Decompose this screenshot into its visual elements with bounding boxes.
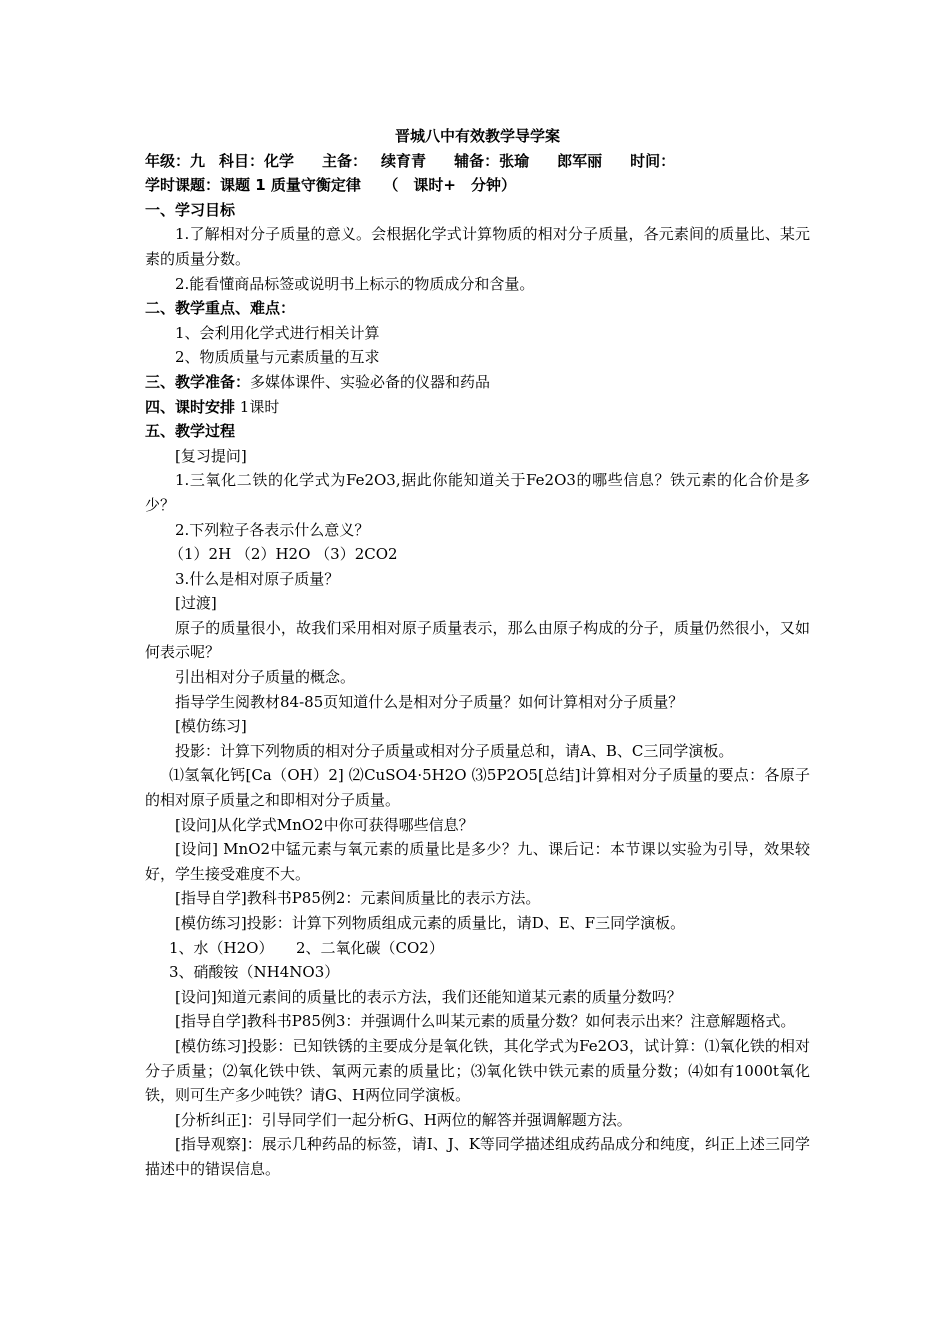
process-paragraph: 3.什么是相对原子质量？ xyxy=(175,569,340,588)
section-3-heading: 三、教学准备： xyxy=(145,372,251,391)
section-3-value: 多媒体课件、实验必备的仪器和药品 xyxy=(250,372,491,391)
process-paragraph: [过渡] xyxy=(175,594,217,613)
process-paragraph: 投影：计算下列物质的相对分子质量或相对分子质量总和，请A、B、C三同学演板。 xyxy=(175,741,734,760)
process-paragraph: [设问]从化学式MnO2中你可获得哪些信息？ xyxy=(175,815,474,834)
section-5-heading: 五、教学过程 xyxy=(145,422,236,441)
main-preparer-value: 续育青 xyxy=(381,151,427,170)
aux-preparer-label: 辅备： xyxy=(454,151,500,170)
process-paragraph: [复习提问] xyxy=(175,446,247,465)
section-4 xyxy=(145,395,810,420)
document-title: 晋城八中有效教学导学案 xyxy=(394,127,560,145)
lesson-plan-body xyxy=(145,124,810,1182)
section-4-value: 1课时 xyxy=(235,397,280,416)
process-paragraph: 指导学生阅教材84-85页知道什么是相对分子质量？如何计算相对分子质量？ xyxy=(175,692,684,711)
subject-label: 科目：化学 xyxy=(219,151,295,170)
info-line xyxy=(145,149,810,174)
process-paragraph: [指导观察]：展示几种药品的标签，请I、J、K等同学描述组成药品成分和纯度，纠正上述三同学描述中的错误信息。 xyxy=(145,1135,810,1178)
section-1-heading: 一、学习目标 xyxy=(145,200,236,219)
process-paragraph: 1、水（H2O） 2、二氧化碳（CO2） xyxy=(169,938,444,957)
process-paragraph: 引出相对分子质量的概念。 xyxy=(175,668,356,687)
process-paragraph: 2.下列粒子各表示什么意义？ xyxy=(175,520,370,539)
key-point-item: 1、会利用化学式进行相关计算 xyxy=(175,323,380,342)
objective-item: 1.了解相对分子质量的意义。会根据化学式计算物质的相对分子质量，各元素间的质量比、某元素的质量分数。 xyxy=(145,225,810,268)
section-4-heading: 四、课时安排 xyxy=(145,397,236,416)
main-preparer-label: 主备： xyxy=(322,151,368,170)
key-point-item: 2、物质质量与元素质量的互求 xyxy=(175,348,380,367)
grade-label: 年级：九 xyxy=(145,151,206,170)
topic-line: 学时课题：课题 1 质量守衡定律 （ 课时+ 分钟） xyxy=(145,176,516,195)
process-paragraph: [模仿练习]投影：计算下列物质组成元素的质量比，请D、E、F三同学演板。 xyxy=(175,914,686,932)
time-label: 时间： xyxy=(630,151,676,170)
process-paragraph: 1.三氧化二铁的化学式为Fe2O3,据此你能知道关于Fe2O3的哪些信息？铁元素的化合价是多少？ xyxy=(145,471,810,514)
process-paragraph: [模仿练习] xyxy=(175,717,247,736)
process-paragraph: [指导自学]教科书P85例2：元素间质量比的表示方法。 xyxy=(175,889,541,908)
objective-item: 2.能看懂商品标签或说明书上标示的物质成分和含量。 xyxy=(175,274,535,293)
aux-preparer-value: 张瑜 xyxy=(499,151,530,170)
process-paragraph: [指导自学]教科书P85例3：并强调什么叫某元素的质量分数？如何表示出来？注意解题格式。 xyxy=(175,1012,796,1031)
process-paragraph: 3、硝酸铵（NH4NO3） xyxy=(169,963,340,982)
section-2-heading: 二、教学重点、难点： xyxy=(145,299,296,318)
process-paragraph: （1）2H （2）H2O （3）2CO2 xyxy=(169,545,398,564)
process-paragraph: [设问]知道元素间的质量比的表示方法，我们还能知道某元素的质量分数吗？ xyxy=(175,987,682,1006)
process-paragraph: [分析纠正]：引导同学们一起分析G、H两位的解答并强调解题方法。 xyxy=(175,1110,632,1129)
process-paragraph: ⑴氢氧化钙[Ca（OH）2] ⑵CuSO4·5H2O ⑶5P2O5[总结]计算相对分子质量的要点：各原子的相对原子质量之和即相对分子质量。 xyxy=(145,766,810,810)
process-paragraph: 原子的质量很小，故我们采用相对原子质量表示，那么由原子构成的分子，质量仍然很小，又如何表示呢？ xyxy=(145,618,810,662)
process-paragraph: [设问] MnO2中锰元素与氧元素的质量比是多少？九、课后记：本节课以实验为引导，效果较好，学生接受难度不大。 xyxy=(145,840,810,883)
process-paragraph: [模仿练习]投影：已知铁锈的主要成分是氧化铁，其化学式为Fe2O3，试计算：⑴氧化铁的相对分子质量；⑵氧化铁中铁、氧两元素的质量比；⑶氧化铁中铁元素的质量分数；⑷如有1000t氧化铁，则可生产多少吨铁？请G、H两位同学演板。 xyxy=(145,1036,810,1105)
aux-preparer-value-2: 郎军丽 xyxy=(557,151,603,170)
section-3 xyxy=(145,370,810,395)
